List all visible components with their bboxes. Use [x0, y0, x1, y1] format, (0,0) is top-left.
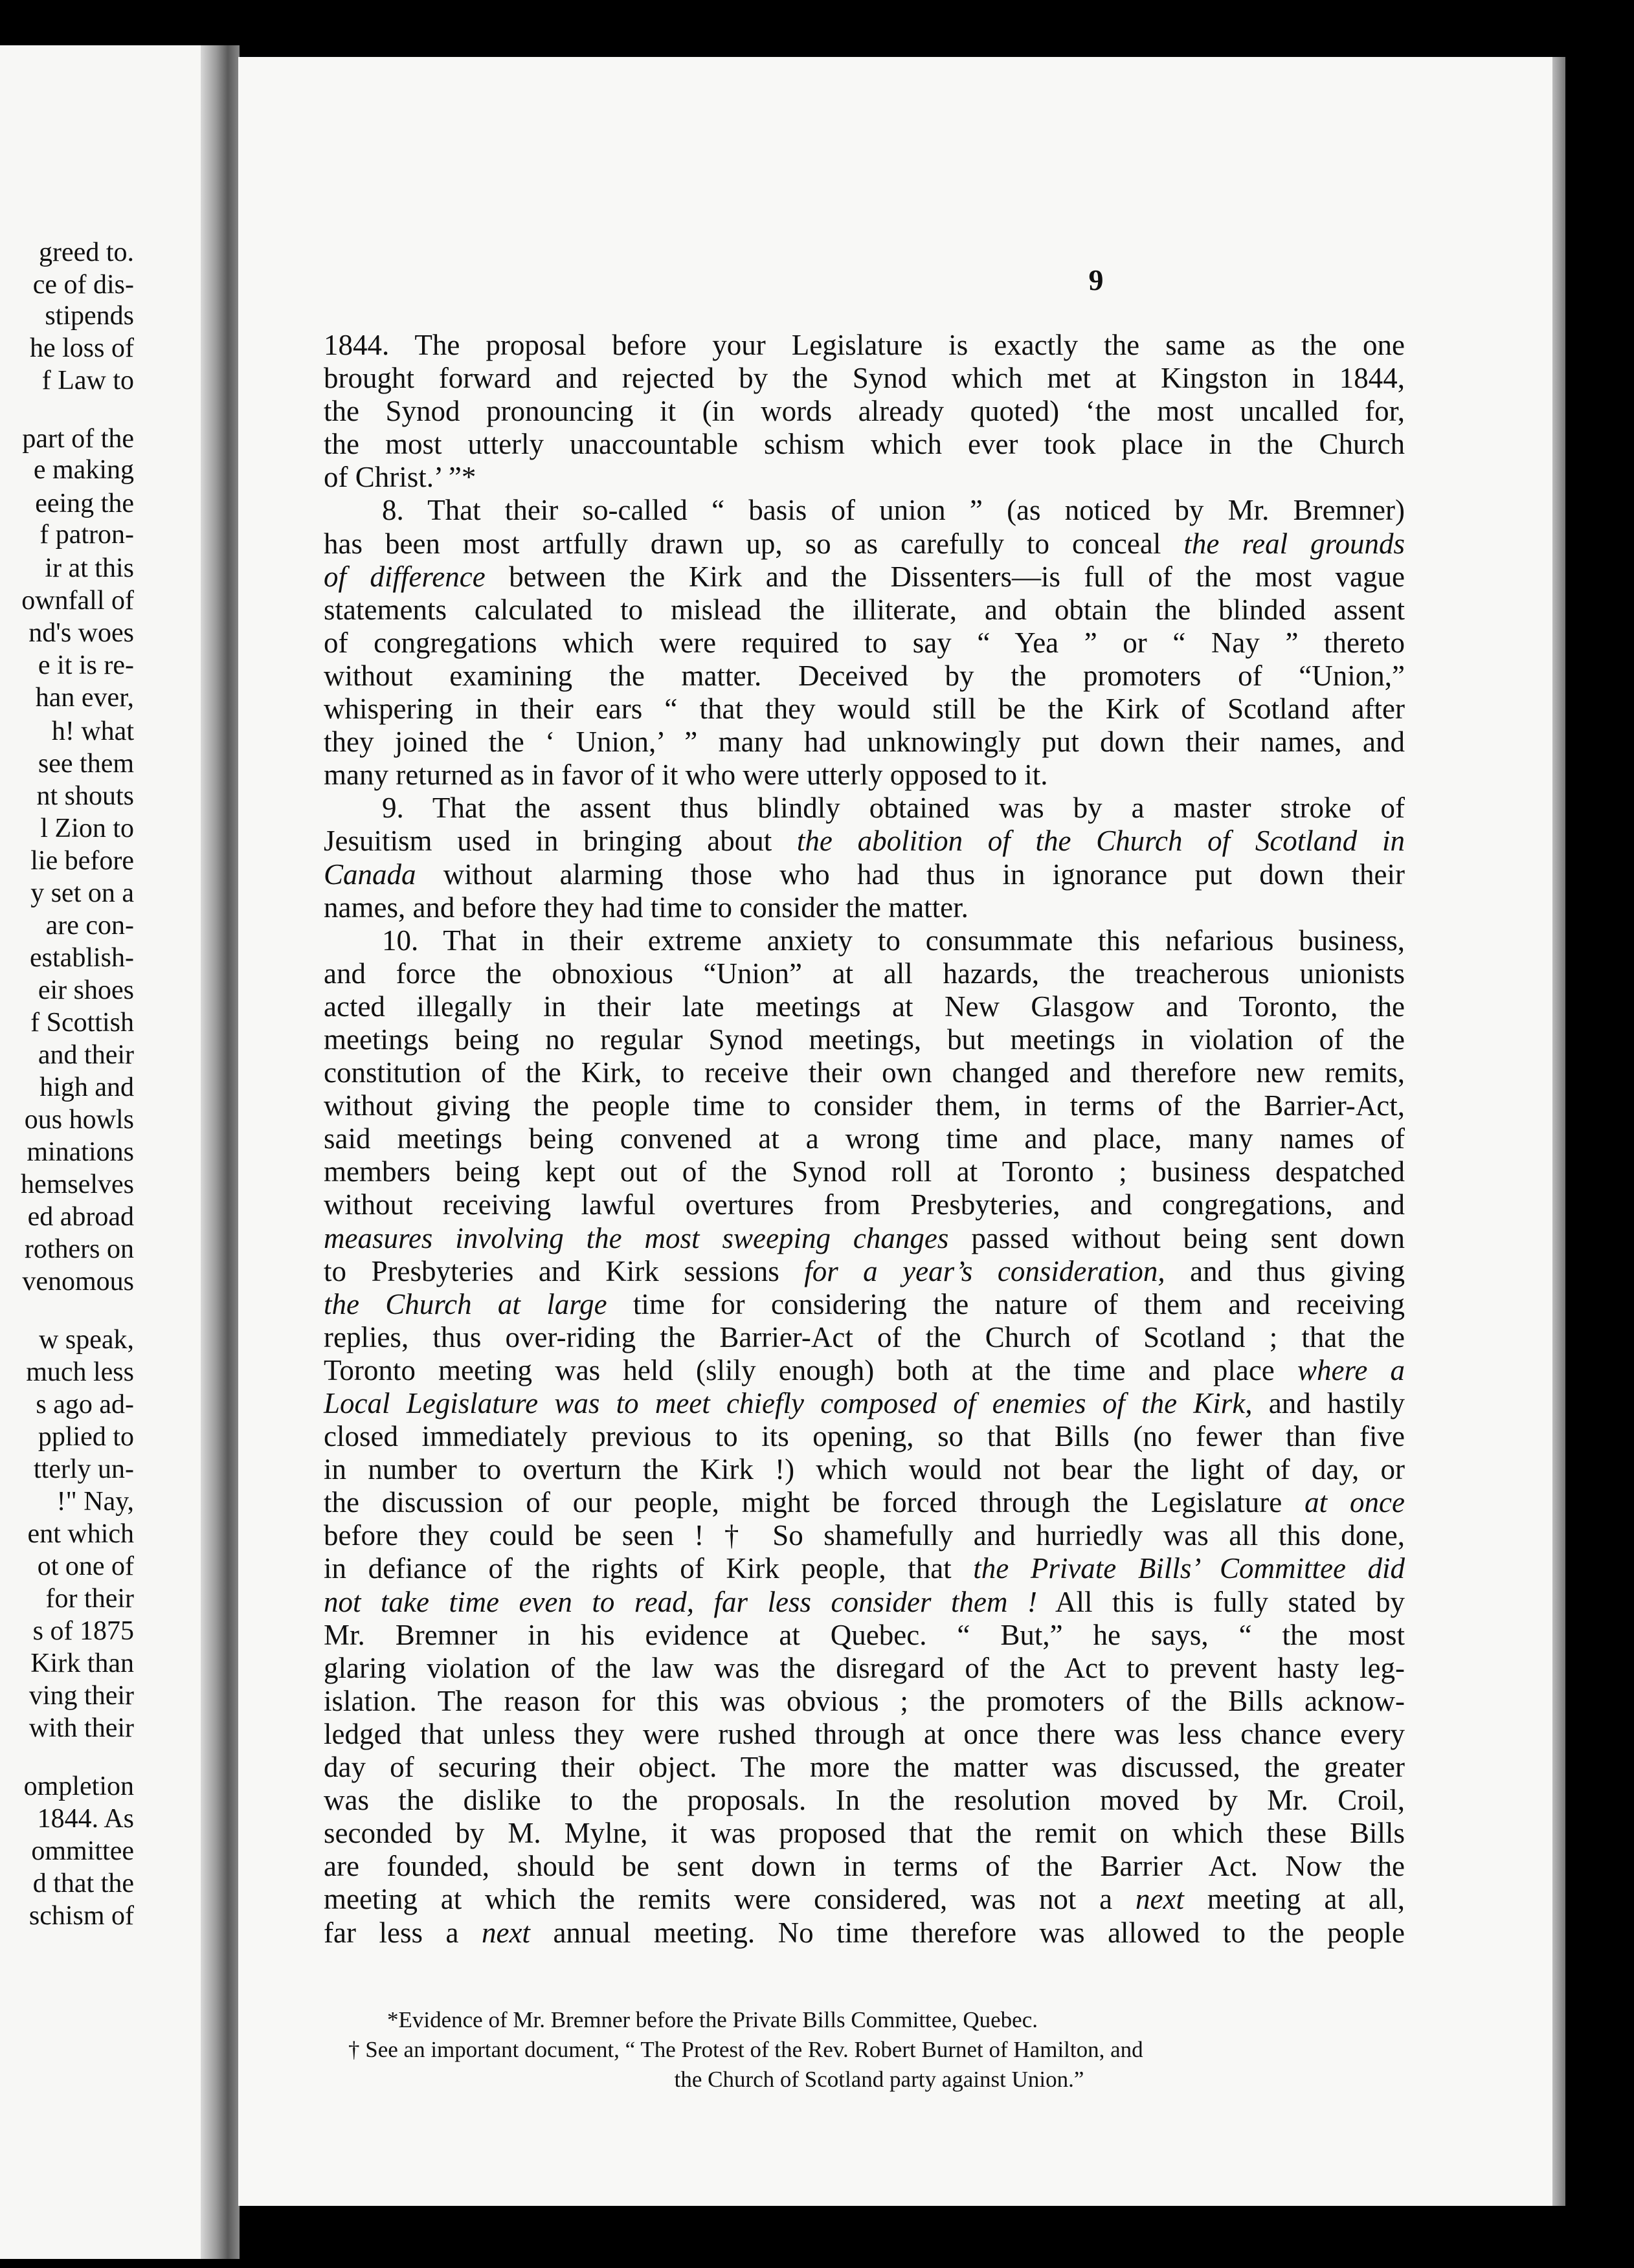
text-run: constitution of the Kirk, to receive their own changed and therefore new remits,	[324, 1056, 1405, 1089]
text-run: islation. The reason for this was obvious ; the promoters of the Bills acknow-	[324, 1684, 1405, 1717]
text-run: and force the obnoxious “Union” at all hazards, the treacherous unionists	[324, 957, 1405, 990]
text-run: time for considering the nature of them and receiving	[607, 1287, 1405, 1320]
text-line	[324, 1089, 1405, 1122]
text-line	[324, 693, 1405, 726]
text-line	[324, 957, 1405, 990]
facing-page-line: schism of	[28, 1901, 134, 1931]
italic-text: Canada	[324, 858, 416, 891]
facing-page-line: tterly un-	[33, 1454, 134, 1484]
facing-page-line: much less	[26, 1357, 134, 1387]
facing-page-line: high and	[39, 1073, 134, 1102]
text-line	[324, 990, 1405, 1023]
facing-page-line: minations	[27, 1137, 134, 1167]
text-run: the discussion of our people, might be forced through the Legislature	[324, 1486, 1305, 1519]
text-run: annual meeting. No time therefore was allowed to the people	[530, 1916, 1405, 1949]
text-run: All this is fully stated by	[1036, 1585, 1405, 1618]
italic-text: of difference	[324, 560, 486, 593]
italic-text: at once	[1304, 1486, 1405, 1519]
facing-page-line: ot one of	[37, 1551, 134, 1581]
facing-page-line: ous howls	[24, 1105, 134, 1135]
facing-page-fragment	[0, 45, 223, 2259]
facing-page-line: e it is re-	[38, 650, 134, 680]
italic-text: next	[481, 1916, 530, 1949]
italic-text: the Private Bills’ Committee did	[973, 1552, 1405, 1585]
italic-text: the abolition of the Church of Scotland in	[796, 825, 1405, 858]
facing-page-line: ompletion	[23, 1772, 134, 1801]
facing-page-line: pplied to	[38, 1422, 134, 1452]
text-run: names, and before they had time to consider the matter.	[324, 891, 968, 924]
facing-page-line: stipends	[45, 301, 134, 331]
text-run: to Presbyteries and Kirk sessions	[324, 1254, 805, 1287]
facing-page-line: for their	[45, 1584, 134, 1614]
text-run: whispering in their ears “ that they would still be the Kirk of Scotland after	[324, 693, 1405, 726]
text-line	[324, 1817, 1405, 1850]
facing-page-line: s of 1875	[32, 1616, 134, 1646]
footnote-2-line-1: † See an important document, “ The Protest of the Rev. Robert Burnet of Hamilton, and	[348, 2037, 1143, 2062]
text-run: has been most artfully drawn up, so as carefully to conceal	[324, 527, 1184, 560]
facing-page-line: ownfall of	[21, 586, 134, 616]
text-line	[324, 1453, 1405, 1486]
facing-page-line: ed abroad	[27, 1202, 134, 1232]
text-line	[324, 1552, 1405, 1585]
italic-text: measures involving the most sweeping changes	[324, 1221, 949, 1254]
text-line	[324, 1387, 1405, 1420]
text-run: meetings being no regular Synod meetings, but meetings in violation of the	[324, 1023, 1405, 1056]
facing-page-line: eeing the	[35, 489, 134, 518]
text-run: 9. That the assent thus blindly obtained was by a master stroke of	[382, 792, 1405, 825]
facing-page-line: e making	[33, 455, 134, 485]
text-line	[324, 1883, 1405, 1916]
text-line	[324, 825, 1405, 858]
text-line	[324, 528, 1405, 561]
italic-text: not take time even to read, far less consider them !	[324, 1585, 1037, 1618]
text-run: closed immediately previous to its opening, so that Bills (no fewer than five	[324, 1420, 1405, 1453]
facing-page-line: f Scottish	[30, 1008, 134, 1038]
text-line	[324, 1321, 1405, 1354]
text-run: glaring violation of the law was the disregard of the Act to prevent hasty leg-	[324, 1651, 1405, 1684]
facing-page-line: see them	[38, 749, 134, 779]
text-line	[324, 1255, 1405, 1288]
facing-page-line: ving their	[28, 1681, 134, 1711]
text-run: without receiving lawful overtures from Presbyteries, and congregations, and	[324, 1188, 1405, 1221]
text-line	[324, 1023, 1405, 1056]
facing-page-line: establish-	[30, 943, 134, 973]
italic-text: the real grounds	[1183, 527, 1405, 560]
italic-text: for a year’s consideration,	[804, 1254, 1165, 1287]
facing-page-line: ent which	[27, 1519, 134, 1549]
facing-page-line: eir shoes	[38, 975, 134, 1005]
text-line	[324, 1122, 1405, 1155]
text-line	[324, 1056, 1405, 1089]
text-line	[324, 1685, 1405, 1718]
text-line	[324, 329, 1405, 362]
text-line	[324, 1751, 1405, 1784]
text-run: acted illegally in their late meetings at New Glasgow and Toronto, the	[324, 990, 1405, 1023]
facing-page-line: nd's woes	[28, 618, 134, 648]
text-run: 1844. The proposal before your Legislature is exactly the same as the one	[324, 329, 1405, 361]
text-line	[324, 1222, 1405, 1255]
facing-page-line: hemselves	[21, 1170, 134, 1199]
text-line	[324, 1850, 1405, 1883]
text-line	[324, 858, 1405, 891]
text-line	[324, 1586, 1405, 1619]
text-run: Toronto meeting was held (slily enough) both at the time and place	[324, 1353, 1297, 1386]
text-line	[324, 792, 1405, 825]
facing-page-line: !" Nay,	[56, 1487, 134, 1517]
text-run: seconded by M. Mylne, it was proposed that the remit on which these Bills	[324, 1817, 1405, 1850]
text-line	[324, 362, 1405, 395]
text-line	[324, 561, 1405, 594]
book-page	[238, 57, 1552, 2206]
text-run: of Christ.’ ”*	[324, 461, 476, 494]
text-run: 10. That in their extreme anxiety to consummate this nefarious business,	[382, 924, 1405, 957]
text-line	[324, 1420, 1405, 1453]
facing-page-line: 1844. As	[37, 1804, 134, 1834]
italic-text: next	[1135, 1883, 1184, 1916]
footnote-1: *Evidence of Mr. Bremner before the Private Bills Committee, Quebec.	[387, 2007, 1038, 2032]
text-line	[324, 660, 1405, 693]
text-line	[324, 1619, 1405, 1652]
text-run: far less a	[324, 1916, 482, 1949]
text-run: statements calculated to mislead the illiterate, and obtain the blinded assent	[324, 593, 1405, 626]
text-line	[324, 1917, 1405, 1950]
text-line	[324, 1188, 1405, 1221]
page-number: 9	[1088, 263, 1104, 296]
book-gutter	[201, 45, 240, 2259]
text-run: replies, thus over-riding the Barrier-Act of the Church of Scotland ; that the	[324, 1320, 1405, 1353]
text-run: day of securing their object. The more the matter was discussed, the greater	[324, 1751, 1405, 1784]
facing-page-line: are con-	[45, 911, 134, 940]
facing-page-line: he loss of	[30, 333, 134, 363]
facing-page-line: ir at this	[45, 553, 134, 583]
facing-page-line: ommittee	[31, 1836, 134, 1866]
text-line	[324, 1718, 1405, 1751]
facing-page-line: f Law to	[41, 366, 134, 395]
facing-page-line: han ever,	[35, 683, 134, 713]
italic-text: the Church at large	[324, 1287, 607, 1320]
text-run: they joined the ‘ Union,’ ” many had unknowingly put down their names, and	[324, 726, 1405, 759]
page-edge	[1552, 57, 1565, 2206]
text-run: without alarming those who had thus in ignorance put down their	[416, 858, 1405, 891]
text-run: many returned as in favor of it who were utterly opposed to it.	[324, 759, 1048, 792]
italic-text: Local Legislature was to meet chiefly composed of enemies of the Kirk,	[324, 1387, 1253, 1419]
text-run: without giving the people time to consider them, in terms of the Barrier-Act,	[324, 1089, 1405, 1122]
text-run: meeting at which the remits were considered, was not a	[324, 1883, 1136, 1916]
text-line	[324, 1486, 1405, 1519]
facing-page-line: and their	[38, 1040, 134, 1070]
text-line	[324, 891, 1405, 924]
text-run: in number to overturn the Kirk !) which would not bear the light of day, or	[324, 1453, 1405, 1486]
text-run: and thus giving	[1165, 1254, 1405, 1287]
text-run: before they could be seen ! † So shamefully and hurriedly was all this done,	[324, 1519, 1405, 1552]
text-run: between the Kirk and the Dissenters—is full of the most vague	[485, 560, 1405, 593]
text-run: ledged that unless they were rushed through at once there was less chance every	[324, 1717, 1405, 1750]
facing-page-line: s ago ad-	[36, 1390, 134, 1419]
facing-page-line: ce of dis-	[32, 270, 134, 300]
text-line	[324, 1288, 1405, 1321]
facing-page-line: rothers on	[24, 1234, 134, 1264]
facing-page-line: f patron-	[39, 520, 134, 550]
facing-page-line: with their	[28, 1713, 134, 1743]
facing-page-line: lie before	[30, 846, 134, 876]
facing-page-line: y set on a	[30, 878, 134, 908]
text-run: Mr. Bremner in his evidence at Quebec. “ But,” he says, “ the most	[324, 1618, 1405, 1651]
text-run: in defiance of the rights of Kirk people, that	[324, 1552, 974, 1585]
facing-page-line: nt shouts	[36, 781, 134, 811]
footnotes	[348, 2005, 1410, 2095]
text-run: meeting at all,	[1183, 1883, 1405, 1916]
text-run: of congregations which were required to say “ Yea ” or “ Nay ” thereto	[324, 626, 1405, 659]
facing-page-line: greed to.	[39, 238, 134, 267]
text-line	[324, 759, 1405, 792]
italic-text: where a	[1297, 1353, 1405, 1386]
text-run: members being kept out of the Synod roll at Toronto ; business despatched	[324, 1155, 1405, 1188]
text-run: passed without being sent down	[948, 1221, 1405, 1254]
text-line	[324, 594, 1405, 627]
facing-page-line: h! what	[51, 717, 134, 746]
facing-page-line: l Zion to	[40, 814, 134, 843]
text-line	[324, 1354, 1405, 1387]
text-line	[324, 1155, 1405, 1188]
text-line	[324, 494, 1405, 527]
facing-page-line: venomous	[22, 1267, 134, 1296]
facing-page-line: part of the	[22, 424, 134, 454]
text-run: the most utterly unaccountable schism which ever took place in the Church	[324, 428, 1405, 461]
text-run: and hastily	[1252, 1387, 1405, 1419]
text-run: was the dislike to the proposals. In the resolution moved by Mr. Croil,	[324, 1784, 1405, 1817]
text-run: 8. That their so-called “ basis of union ” (as noticed by Mr. Bremner)	[382, 494, 1405, 527]
text-line	[324, 1652, 1405, 1685]
text-run: the Synod pronouncing it (in words already quoted) ‘the most uncalled for,	[324, 395, 1405, 428]
text-line	[324, 627, 1405, 660]
text-line	[324, 924, 1405, 957]
text-run: brought forward and rejected by the Synod which met at Kingston in 1844,	[324, 362, 1405, 395]
body-text	[324, 329, 1405, 1950]
text-run: said meetings being convened at a wrong time and place, many names of	[324, 1122, 1405, 1155]
text-line	[324, 726, 1405, 759]
text-line	[324, 1784, 1405, 1817]
text-line	[324, 1519, 1405, 1552]
footnote-2-line-2: the Church of Scotland party against Union.”	[674, 2067, 1084, 2092]
text-run: Jesuitism used in bringing about	[324, 825, 797, 858]
facing-page-line: Kirk than	[30, 1649, 134, 1678]
text-run: without examining the matter. Deceived by the promoters of “Union,”	[324, 659, 1405, 692]
facing-page-line: d that the	[32, 1869, 134, 1898]
text-line	[324, 428, 1405, 461]
text-run: are founded, should be sent down in terms of the Barrier Act. Now the	[324, 1850, 1405, 1883]
text-line	[324, 461, 1405, 494]
facing-page-line: w speak,	[39, 1325, 134, 1355]
text-line	[324, 395, 1405, 428]
